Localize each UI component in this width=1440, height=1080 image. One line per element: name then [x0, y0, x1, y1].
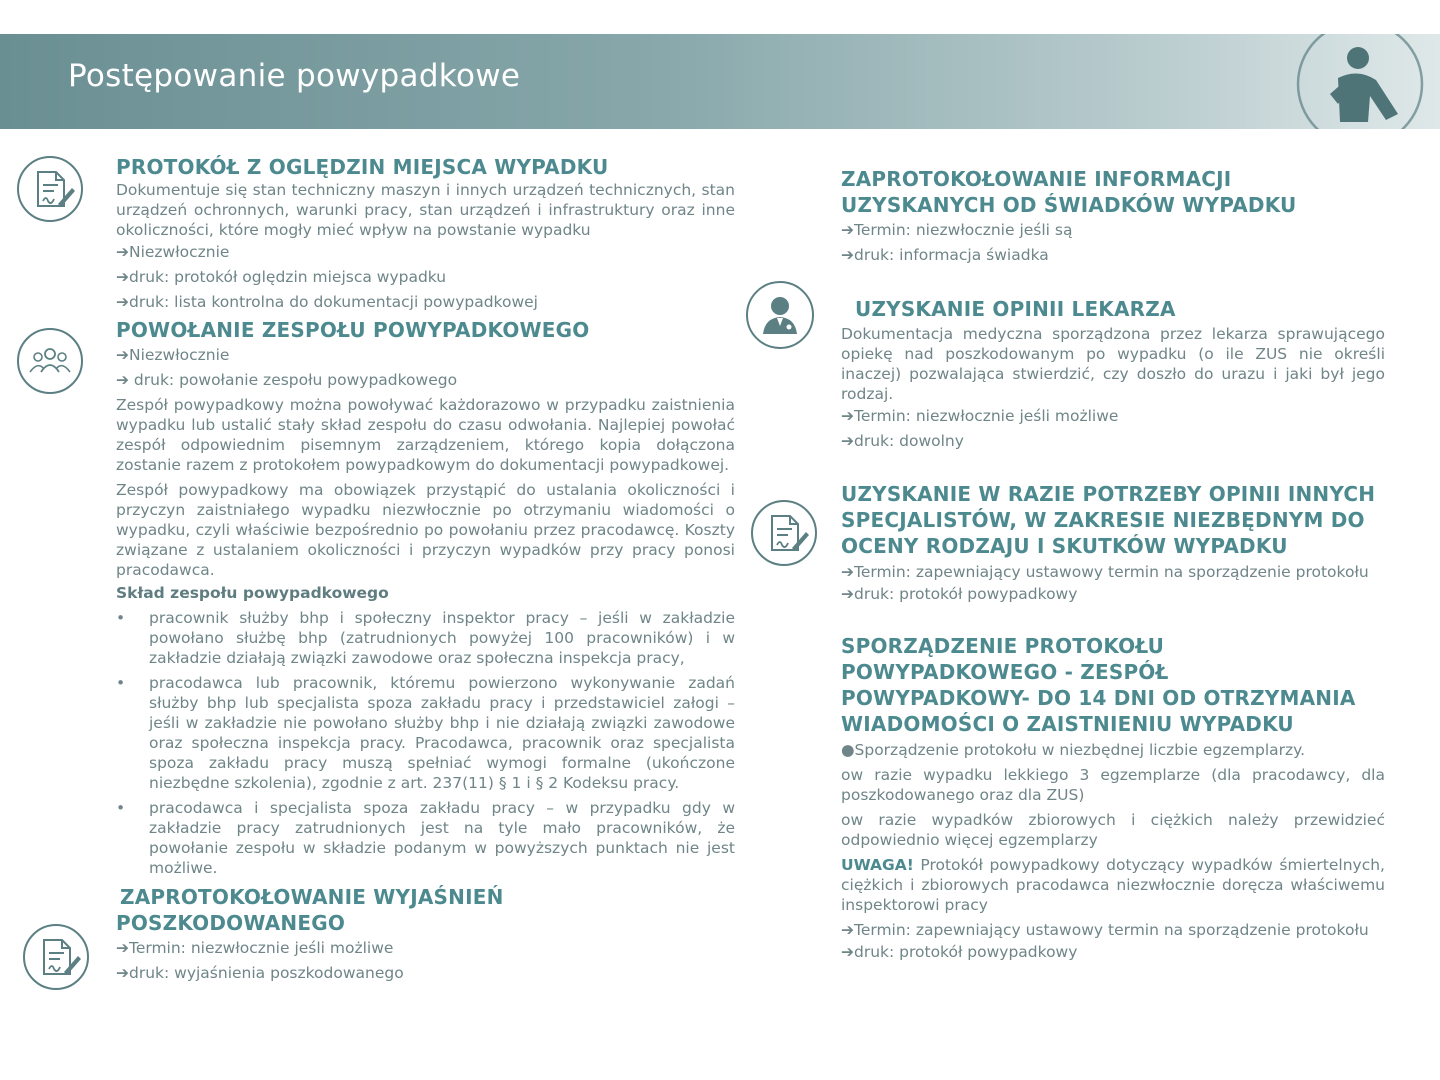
section-description: Dokumentuje się stan techniczny maszyn i innych urządzeń technicznych, stan urządzeń ochronnych, warunki pracy, stan urządzeń i infrastruktury oraz inne okoliczności, które mogły mieć wpływ na powstanie wypadku [116, 181, 735, 239]
list-item: ➔druk: lista kontrolna do dokumentacji powypadkowej [116, 293, 538, 311]
document-sign-icon [16, 154, 84, 224]
warning-text: Protokół powypadkowy dotyczący wypadków śmiertelnych, ciężkich i zbiorowych pracodawca niezwłocznie doręcza właściwemu inspektorowi pracy [841, 856, 1385, 914]
list-item: ➔druk: protokół powypadkowy [841, 943, 1078, 961]
section-specialist-opinions [841, 481, 1385, 607]
paragraph: ow razie wypadków zbiorowych i ciężkich należy przewidzieć odpowiednio więcej egzemplarzy [841, 811, 1385, 849]
team-icon [16, 326, 84, 396]
warning-label: UWAGA! [841, 856, 914, 874]
right-column [841, 166, 1385, 965]
section-heading-line: ZAPROTOKOŁOWANIE WYJAŚNIEŃ [120, 885, 504, 909]
doctor-icon [745, 280, 815, 350]
team-composition-heading: Skład zespołu powypadkowego [116, 584, 389, 602]
section-heading-line: SPECJALISTÓW, W ZAKRESIE NIEZBĘDNYM DO [841, 508, 1365, 532]
section-team-appointment [116, 317, 735, 878]
section-heading-line: UZYSKANIE W RAZIE POTRZEBY OPINII INNYCH [841, 482, 1376, 506]
section-doctor-opinion [841, 296, 1385, 454]
section-heading-line: OCENY RODZAJU I SKUTKÓW WYPADKU [841, 534, 1288, 558]
section-heading: PROTOKÓŁ Z OGLĘDZIN MIEJSCA WYPADKU [116, 155, 609, 179]
warning-paragraph [841, 855, 1385, 915]
team-composition-list [116, 608, 735, 878]
bullet: • [116, 799, 126, 817]
paragraph: Zespół powypadkowy ma obowiązek przystąpić do ustalania okoliczności i przyczyn zaistniałego wypadku niezwłocznie po otrzymaniu wiadomości o wypadku, czyli właściwie bezpośrednio po powołaniu przez pracodawcę. Koszty związane z ustalaniem okoliczności i przyczyn wypadków przy pracy ponosi pracodawca. [116, 481, 735, 579]
section-site-inspection [116, 154, 735, 315]
list-item: ➔Termin: zapewniający ustawowy termin na sporządzenie protokołu [841, 563, 1369, 581]
list-item [116, 608, 735, 668]
bullet-text: pracodawca lub pracownik, któremu powierzono wykonywanie zadań służby bhp lub specjalista spoza zakładu pracy i przedstawiciel załogi – jeśli w zakładzie nie powołano służby bhp i nie działają związki zawodowe oraz społeczna inspekcja pracy. Pracodawca, pracownik oraz specjalista spoza zakładu pracy muszą spełniać wymogi formalne (ukończone niezbędne szkolenia), zgodnie z art. 237(11) § 1 i § 2 Kodeksu pracy. [149, 674, 735, 792]
section-description: Dokumentacja medyczna sporządzona przez lekarza sprawującego opiekę nad poszkodowanym po wypadku (o ile ZUS nie określi inaczej) pozwalająca stwierdzić, czy doszło do urazu i jaki był jego rodzaj. [841, 325, 1385, 403]
section-heading-line: SPORZĄDZENIE PROTOKOŁU [841, 634, 1165, 658]
section-accident-report [841, 633, 1385, 965]
section-heading-line: WIADOMOŚCI O ZAISTNIENIU WYPADKU [841, 712, 1294, 736]
paragraph: ●Sporządzenie protokołu w niezbędnej liczbie egzemplarzy. [841, 741, 1306, 759]
bullet: • [116, 609, 126, 627]
list-item: ➔Termin: zapewniający ustawowy termin na sporządzenie protokołu [841, 921, 1369, 939]
paragraph: ow razie wypadku lekkiego 3 egzemplarze (dla pracodawcy, dla poszkodowanego oraz dla ZUS) [841, 766, 1385, 804]
list-item: ➔ druk: powołanie zespołu powypadkowego [116, 371, 458, 389]
section-heading-line: ZAPROTOKOŁOWANIE INFORMACJI [841, 167, 1232, 191]
document-sign-icon [22, 922, 90, 992]
worker-injury-icon [1290, 34, 1430, 129]
list-item [116, 673, 735, 793]
header-banner [0, 34, 1440, 129]
list-item: ➔Termin: niezwłocznie jeśli są [841, 221, 1073, 239]
list-item: ➔Termin: niezwłocznie jeśli możliwe [116, 939, 394, 957]
left-column [116, 154, 735, 986]
list-item: ➔druk: protokół oględzin miejsca wypadku [116, 268, 447, 286]
list-item: ➔druk: dowolny [841, 432, 964, 450]
section-heading-line: POSZKODOWANEGO [116, 911, 346, 935]
bullet: • [116, 674, 126, 692]
list-item: ➔druk: wyjaśnienia poszkodowanego [116, 964, 404, 982]
page-title: Postępowanie powypadkowe [68, 58, 521, 94]
section-heading-line: POWYPADKOWY- DO 14 DNI OD OTRZYMANIA [841, 686, 1356, 710]
list-item [116, 798, 735, 878]
section-heading-line: UZYSKANYCH OD ŚWIADKÓW WYPADKU [841, 193, 1297, 217]
list-item: ➔Niezwłocznie [116, 243, 230, 261]
bullet-text: pracownik służby bhp i społeczny inspektor pracy – jeśli w zakładzie powołano służbę bhp (zatrudnionych powyżej 100 pracowników) i w zakładzie działają związki zawodowe oraz społeczna inspekcja pracy, [149, 609, 735, 667]
document-sign-icon [750, 498, 818, 568]
bullet-text: pracodawca i specjalista spoza zakładu pracy – w przypadku gdy w zakładzie pracy zatrudnionych jest na tyle mało pracowników, że powołanie zespołu w składzie podanym w powyższych punktach nie jest możliwe. [149, 799, 735, 877]
paragraph: Zespół powypadkowy można powoływać każdorazowo w przypadku zaistnienia wypadku lub ustalić stały skład zespołu do czasu odwołania. Najlepiej powołać zespół odpowiednim pisemnym zarządzeniem, którego kopia dołączona zostanie razem z protokołem powypadkowym do dokumentacji powypadkowej. [116, 396, 735, 474]
list-item: ➔druk: informacja świadka [841, 246, 1049, 264]
section-heading: POWOŁANIE ZESPOŁU POWYPADKOWEGO [116, 318, 590, 342]
section-heading: UZYSKANIE OPINII LEKARZA [855, 297, 1176, 321]
list-item: ➔Termin: niezwłocznie jeśli możliwe [841, 407, 1119, 425]
list-item: ➔druk: protokół powypadkowy [841, 585, 1078, 603]
list-item: ➔Niezwłocznie [116, 346, 230, 364]
section-witness-info [841, 166, 1385, 268]
section-victim-explanations [116, 884, 735, 986]
section-heading-line: POWYPADKOWEGO - ZESPÓŁ [841, 660, 1169, 684]
